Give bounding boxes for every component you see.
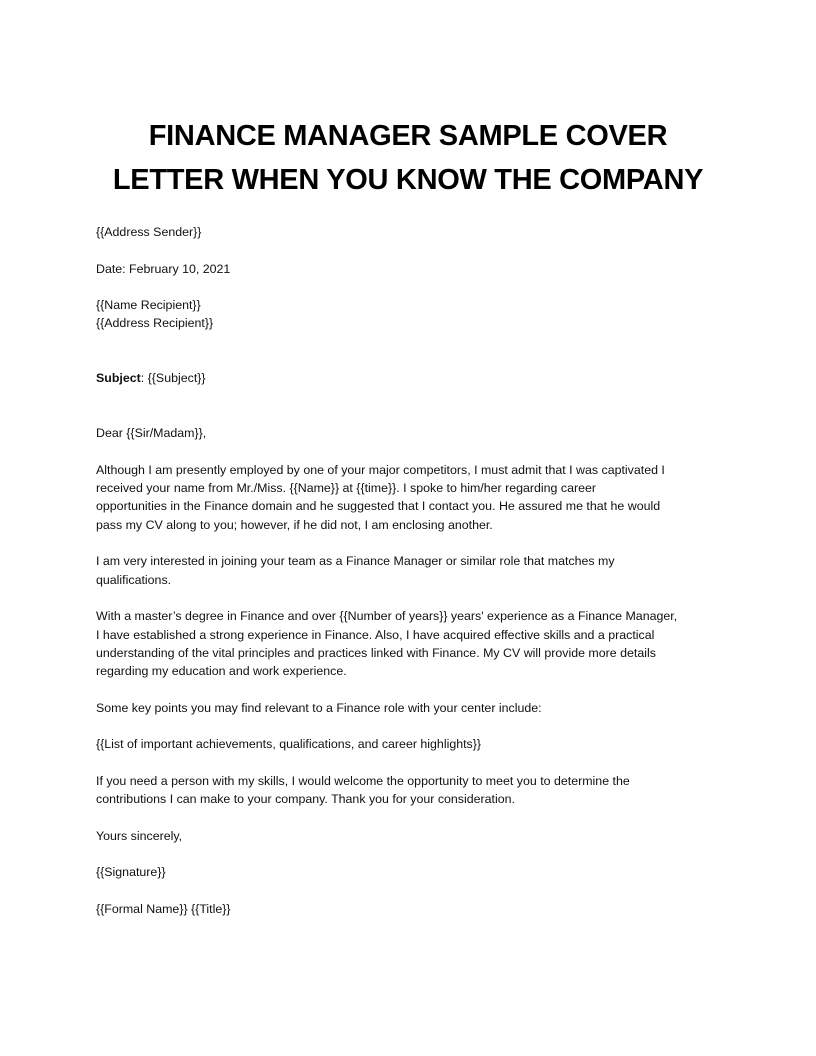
salutation: Dear {{Sir/Madam}}, — [96, 426, 207, 441]
paragraph-2-line: I am very interested in joining your team as a Finance Manager or similar role that matches my — [96, 554, 615, 569]
title-line-1: FINANCE MANAGER SAMPLE COVER — [148, 120, 668, 152]
paragraph-6 — [96, 772, 736, 809]
paragraph-1 — [96, 461, 736, 534]
paragraph-2 — [96, 552, 736, 589]
paragraph-3-line: regarding my education and work experience. — [96, 664, 347, 679]
paragraph-4: Some key points you may find relevant to a Finance role with your center include: — [96, 700, 542, 715]
formal-name: {{Formal Name}} {{Title}} — [96, 901, 231, 916]
signature: {{Signature}} — [96, 865, 166, 880]
paragraph-1-line: pass my CV along to you; however, if he did not, I am enclosing another. — [96, 517, 493, 532]
paragraph-3-line: understanding of the vital principles and practices linked with Finance. My CV will provide more details — [96, 645, 656, 660]
title-line-2: LETTER WHEN YOU KNOW THE COMPANY — [112, 164, 704, 196]
paragraph-6-line: If you need a person with my skills, I would welcome the opportunity to meet you to determine the — [96, 773, 630, 788]
address-sender: {{Address Sender}} — [96, 225, 202, 239]
address-recipient: {{Address Recipient}} — [96, 316, 214, 331]
paragraph-1-line: Although I am presently employed by one of your major competitors, I must admit that I was captivated I — [96, 462, 665, 477]
subject-label: Subject — [96, 371, 141, 386]
paragraph-1-line: opportunities in the Finance domain and he suggested that I contact you. He assured me that he would — [96, 499, 661, 514]
letter-body — [96, 223, 736, 918]
paragraph-3-line: I have established a strong experience in Finance. Also, I have acquired effective skills and a practical — [96, 627, 655, 642]
document-title — [60, 114, 756, 202]
subject-value: : {{Subject}} — [140, 371, 206, 386]
paragraph-3 — [96, 607, 736, 680]
name-recipient: {{Name Recipient}} — [96, 298, 201, 313]
paragraph-1-line: received your name from Mr./Miss. {{Name}} at {{time}}. I spoke to him/her regarding career — [96, 481, 596, 496]
paragraph-2-line: qualifications. — [96, 572, 172, 587]
subject-line — [96, 369, 736, 387]
paragraph-5: {{List of important achievements, qualifications, and career highlights}} — [96, 737, 482, 752]
closing: Yours sincerely, — [96, 828, 183, 843]
paragraph-3-line: With a master’s degree in Finance and over {{Number of years}} years' experience as a Finance Manager, — [96, 609, 678, 624]
paragraph-6-line: contributions I can make to your company. Thank you for your consideration. — [96, 792, 515, 807]
date-line: Date: February 10, 2021 — [96, 261, 231, 276]
